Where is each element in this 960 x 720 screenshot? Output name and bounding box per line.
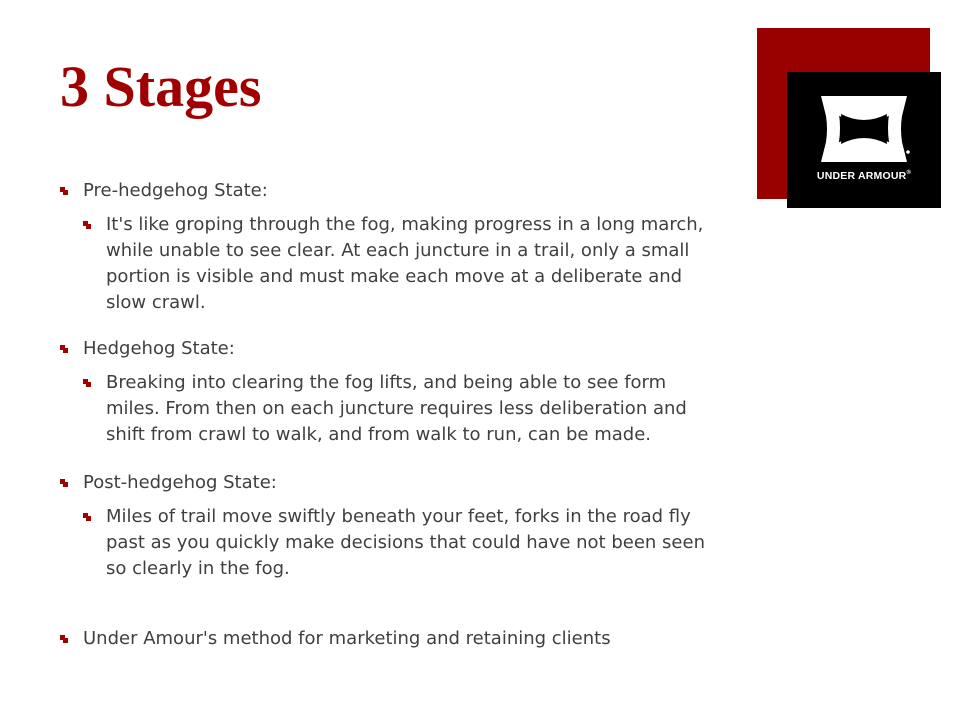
section-heading	[60, 336, 720, 362]
section-heading	[60, 178, 720, 204]
bullet-icon	[83, 379, 91, 387]
section-pre-hedgehog	[60, 178, 720, 316]
bullet-icon	[60, 187, 68, 195]
registered-mark: ®	[906, 170, 912, 176]
section-detail-text: Breaking into clearing the fog lifts, and being able to see form miles. From then on each juncture requires less deliberation and shift from crawl to walk, and from walk to run, can be made.	[106, 372, 687, 445]
logo-wordmark-text: UNDER ARMOUR	[816, 170, 907, 182]
under-armour-logo	[787, 72, 941, 208]
bullet-icon	[83, 221, 91, 229]
under-armour-logo-icon	[817, 94, 911, 164]
bullet-icon	[60, 635, 68, 643]
section-detail-text: It's like groping through the fog, making progress in a long march, while unable to see clear. At each juncture in a trail, only a small portion is visible and must make each move at a deliberate and slow crawl.	[106, 214, 704, 313]
closing-bullet	[60, 626, 720, 652]
bullet-icon	[60, 345, 68, 353]
bullet-icon	[60, 479, 68, 487]
bullet-icon	[83, 513, 91, 521]
slide-title: 3 Stages	[60, 54, 262, 119]
section-detail	[83, 504, 720, 582]
section-post-hedgehog	[60, 470, 720, 582]
section-heading-text: Post-hedgehog State:	[83, 472, 277, 493]
section-detail	[83, 212, 720, 316]
section-detail-text: Miles of trail move swiftly beneath your feet, forks in the road fly past as you quickly make decisions that could have not been seen so clearly in the fog.	[106, 506, 705, 579]
section-heading	[60, 470, 720, 496]
section-heading-text: Hedgehog State:	[83, 338, 235, 359]
section-detail	[83, 370, 720, 448]
section-hedgehog	[60, 336, 720, 448]
closing-bullet-text: Under Amour's method for marketing and retaining clients	[83, 628, 611, 649]
logo-wordmark	[787, 170, 941, 182]
section-heading-text: Pre-hedgehog State:	[83, 180, 268, 201]
slide-content	[60, 178, 720, 652]
